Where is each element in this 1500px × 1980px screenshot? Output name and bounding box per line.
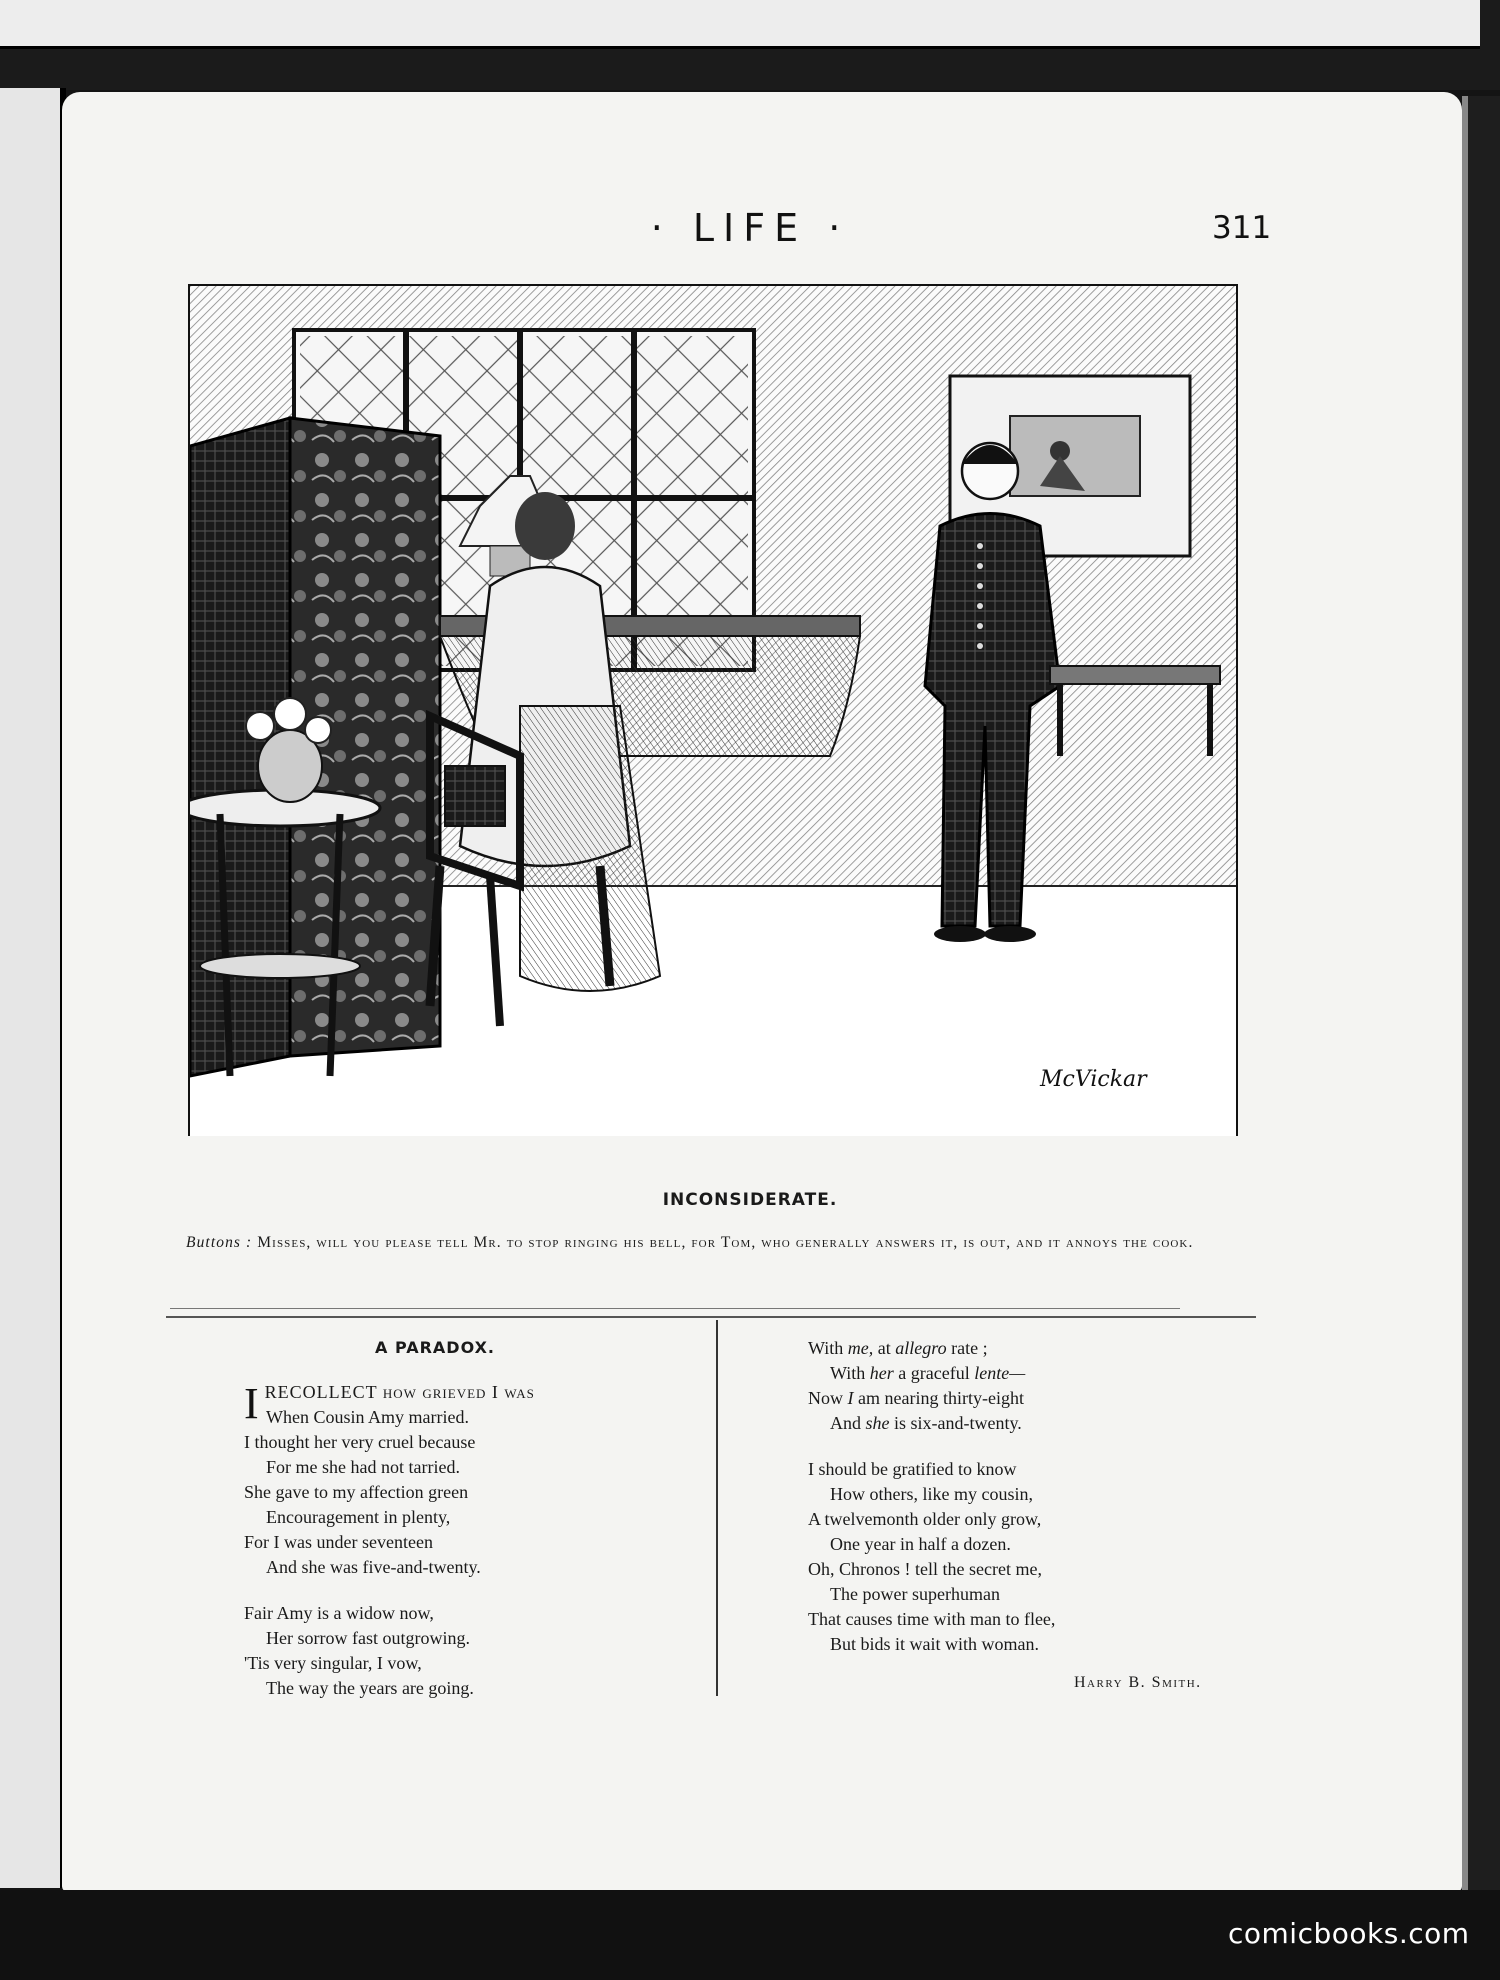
site-watermark: comicbooks.com [1228, 1917, 1470, 1950]
poem-line: The power superhuman [830, 1584, 1000, 1604]
poem-line: She gave to my affection green [244, 1482, 469, 1502]
poem-line: And she is six-and-twenty. [830, 1413, 1022, 1433]
poem-right-column [808, 1336, 1055, 1657]
poem-line: But bids it wait with woman. [830, 1634, 1039, 1654]
poem-line: Now I am nearing thirty-eight [808, 1388, 1024, 1408]
artist-signature: McVickar [1040, 1067, 1147, 1092]
poem-line: The way the years are going. [266, 1678, 474, 1698]
poem-line: Fair Amy is a widow now, [244, 1603, 434, 1623]
poem-line: For I was under seventeen [244, 1532, 433, 1552]
left-page-edge [0, 88, 66, 1888]
page-number: 311 [1212, 210, 1272, 246]
cartoon-caption-text [186, 1232, 1246, 1254]
poem-line: RECOLLECT how grieved I was [264, 1382, 535, 1402]
section-rule [166, 1316, 1256, 1318]
poem-line: Encouragement in plenty, [266, 1507, 451, 1527]
poem-line: How others, like my cousin, [830, 1484, 1033, 1504]
poem-line: That causes time with man to flee, [808, 1609, 1056, 1629]
poem-line: I should be gratified to know [808, 1459, 1017, 1479]
caption-dialogue: Misses, will you please tell Mr. to stop ringing his bell, for Tom, who generally answers it, is out, and it annoys the cook. [257, 1234, 1194, 1251]
cartoon-caption-title: INCONSIDERATE. [662, 1190, 838, 1210]
column-divider [716, 1320, 718, 1696]
right-binding-edge [1462, 96, 1500, 1896]
scan-top-border [0, 0, 1500, 90]
poem-line: With me, at allegro rate ; [808, 1338, 988, 1358]
poem-line: One year in half a dozen. [830, 1534, 1011, 1554]
poem-line: Her sorrow fast outgrowing. [266, 1628, 470, 1648]
poem-title: A PARADOX. [374, 1338, 496, 1357]
caption-speaker: Buttons : [186, 1234, 253, 1251]
drop-cap: I [244, 1379, 259, 1428]
poem-line: With her a graceful lente— [830, 1363, 1026, 1383]
section-rule-thin [170, 1308, 1180, 1309]
poem-line: And she was five-and-twenty. [266, 1557, 481, 1577]
poem-line: For me she had not tarried. [266, 1457, 460, 1477]
poem-line: 'Tis very singular, I vow, [244, 1653, 422, 1673]
poem-line: When Cousin Amy married. [266, 1407, 469, 1427]
poem-author: Harry B. Smith. [1074, 1674, 1202, 1691]
poem-line: I thought her very cruel because [244, 1432, 476, 1452]
poem-line: Oh, Chronos ! tell the secret me, [808, 1559, 1042, 1579]
cartoon-illustration [188, 284, 1238, 1136]
poem-line: A twelvemonth older only grow, [808, 1509, 1042, 1529]
poem-left-column [244, 1379, 535, 1701]
previous-page-edge [0, 0, 1480, 49]
magazine-title: · LIFE · [650, 206, 850, 250]
